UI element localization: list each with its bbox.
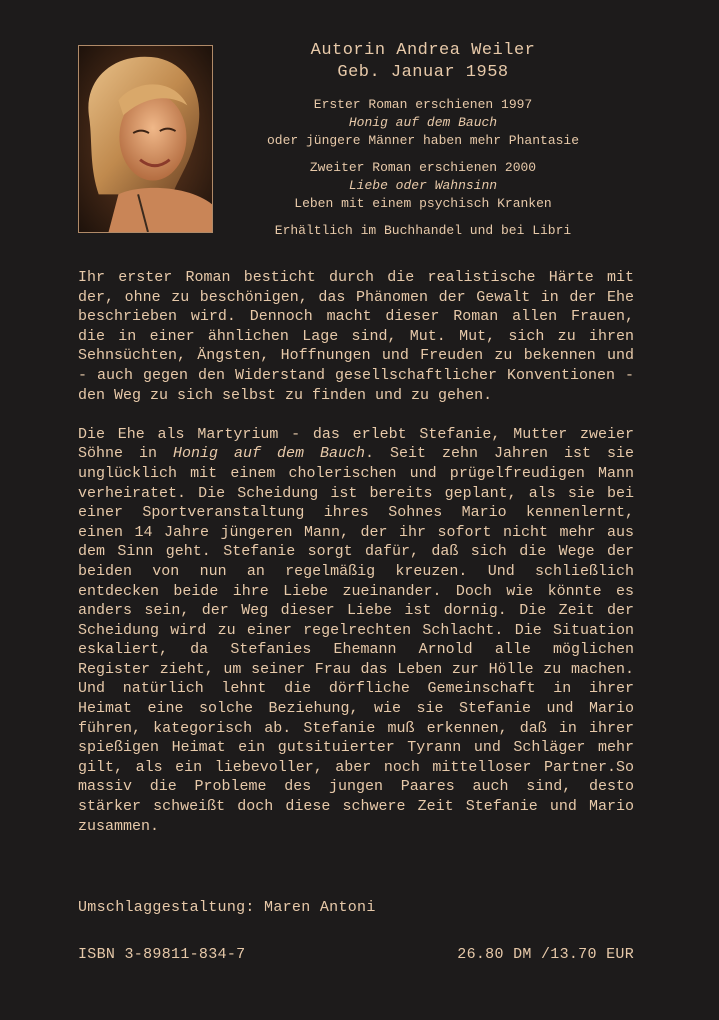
author-photo (78, 45, 213, 233)
book2-title: Liebe oder Wahnsinn (348, 178, 498, 193)
price-label: 26.80 DM /13.70 EUR (457, 946, 634, 963)
book1-subtitle: oder jüngere Männer haben mehr Phantasie (266, 133, 580, 148)
author-header (228, 40, 618, 240)
author-name: Autorin Andrea Weiler (310, 41, 536, 60)
blurb-paragraph-2 (78, 425, 634, 836)
paragraph-2-book-title: Honig auf dem Bauch (173, 445, 365, 463)
blurb-paragraph-1: Ihr erster Roman besticht durch die realistische Härte mit der, ohne zu beschönigen, das Phänomen der Gewalt in der Ehe beschrieben wird. Dennoch macht dieser Roman allen Frauen, die in einer ähnlichen Lage sind, Mut. Mut, sich zu ihren Sehnsüchten, Ängsten, Hoffnungen und Freuden zu bekennen und - auch gegen den Widerstand gesellschaftlicher Konventionen - den Weg zu sich selbst zu finden und zu gehen. (78, 269, 634, 404)
book2-subtitle: Leben mit einem psychisch Kranken (294, 196, 552, 211)
availability-note: Erhältlich im Buchhandel und bei Libri (274, 223, 572, 238)
book1-title: Honig auf dem Bauch (348, 115, 498, 130)
blurb-text (78, 268, 634, 836)
paragraph-2-rest: . Seit zehn Jahren ist sie unglücklich mit einem cholerischen und prügelfreudigen Mann verheiratet. Die Scheidung ist bereits geplant, als sie bei einer Sportveranstaltung ihres Sohnes Mario kennenlernt, einen 14 Jahre jüngeren Mann, der ihr sofort nicht mehr aus dem Sinn geht. Stefanie sorgt dafür, daß sich die Wege der beiden von nun an regelmäßig kreuzen. Und schließlich entdecken beide ihre Liebe zueinander. Doch wie könnte es anders sein, der Weg dieser Liebe ist dornig. Die Zeit der Scheidung wird zu einer regelrechten Schlacht. Die Situation eskaliert, da Stefanies Ehemann Arnold alle möglichen Register zieht, um seiner Frau das Leben zur Hölle zu machen. Und natürlich lehnt die dörfliche Gemeinschaft in ihrer Heimat eine solche Beziehung, wie sie Stefanie und Mario führen, kategorisch ab. Stefanie muß erkennen, daß in ihrer spießigen Heimat ein gutsituierter Tyrann und Schläger mehr gilt, als ein liebevoller, aber noch mittelloser Partner.So massiv die Probleme des jungen Paares auch sind, desto stärker schweißt doch diese schwere Zeit Stefanie und Mario zusammen. (78, 445, 634, 835)
book2-line: Zweiter Roman erschienen 2000 (309, 160, 537, 175)
paragraph-2-intro: Die Ehe als Martyrium - das erlebt Stefanie, Mutter zweier Söhne in (78, 425, 634, 463)
cover-design-credit: Umschlaggestaltung: Maren Antoni (78, 899, 376, 916)
author-birth: Geb. Januar 1958 (337, 63, 509, 82)
book1-line: Erster Roman erschienen 1997 (313, 97, 533, 112)
author-portrait-image (79, 46, 212, 232)
isbn-number: ISBN 3-89811-834-7 (78, 946, 246, 963)
